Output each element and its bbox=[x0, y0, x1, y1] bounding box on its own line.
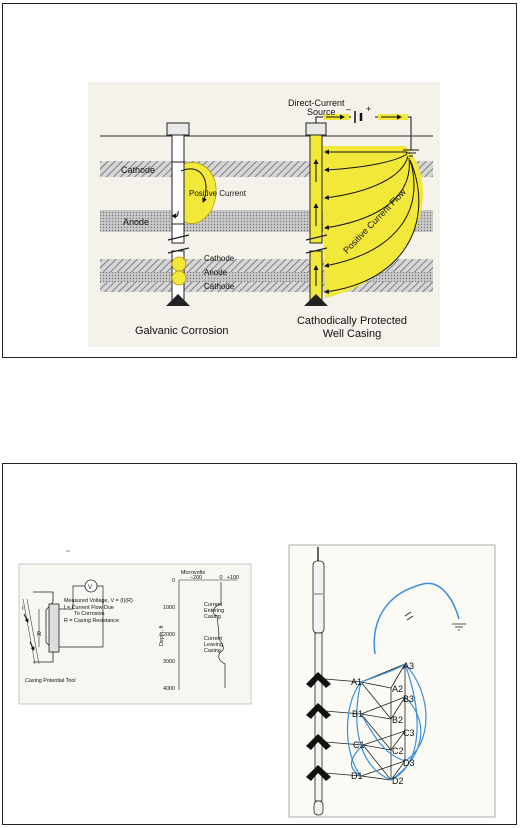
y-axis-label: Depth, ft bbox=[159, 625, 165, 646]
cathodic-protection-diagram bbox=[3, 4, 518, 359]
electrode-a3: A3 bbox=[403, 661, 415, 671]
label-positive-current-flow: Positive Current Flow bbox=[341, 186, 408, 256]
label-dc-source-2: Source bbox=[307, 107, 336, 117]
electrode-b3: B3 bbox=[403, 694, 415, 704]
label-cathode: Cathode bbox=[121, 165, 156, 175]
caption-protected-2: Well Casing bbox=[322, 328, 382, 340]
x-tick-0: –200 bbox=[190, 575, 202, 581]
voltmeter-label: V bbox=[88, 585, 93, 591]
electrode-c3: C3 bbox=[403, 728, 415, 738]
axis-title-microvolts: Microvolts bbox=[180, 570, 206, 576]
r-definition: R = Casing Resistance bbox=[64, 618, 119, 624]
left-wellhead bbox=[167, 123, 189, 135]
stratum-lower-anode bbox=[100, 272, 433, 282]
i-definition-1: I = Current Flow Due bbox=[64, 605, 114, 611]
leaving-text-1: Current bbox=[204, 636, 222, 642]
electrode-d1: D1 bbox=[351, 771, 363, 781]
leaving-text-3: Casing bbox=[204, 648, 221, 654]
x-tick-1: 0 bbox=[219, 575, 223, 581]
casing-potential-tool-label: Casing Potential Tool bbox=[25, 678, 76, 684]
i-label: I bbox=[22, 606, 24, 612]
measured-voltage-text: Measured Voltage, V = (I)(R) bbox=[64, 598, 133, 604]
y-tick-2: 2000 bbox=[163, 632, 175, 638]
caption-galvanic-corrosion: Galvanic Corrosion bbox=[135, 325, 229, 337]
y-tick-3: 3000 bbox=[163, 659, 175, 665]
label-positive-current: Positive Current bbox=[189, 189, 246, 198]
label-anode: Anode bbox=[123, 217, 150, 227]
slide-galvanic-corrosion bbox=[2, 3, 517, 358]
y-tick-1: 1000 bbox=[163, 605, 175, 611]
electrode-a1: A1 bbox=[351, 677, 363, 687]
electrode-c2: C2 bbox=[392, 746, 404, 756]
slide-casing-potential bbox=[2, 463, 517, 825]
entering-text-1: Current bbox=[204, 602, 222, 608]
casing-potential-figures bbox=[3, 464, 518, 826]
label-lower-cathode-2: Cathode bbox=[204, 282, 235, 291]
electrode-a2: A2 bbox=[392, 684, 404, 694]
label-lower-anode: Anode bbox=[204, 268, 228, 277]
caption-protected-1: Cathodically Protected bbox=[296, 315, 408, 327]
electrode-d2: D2 bbox=[392, 776, 404, 786]
label-lower-cathode: Cathode bbox=[204, 254, 235, 263]
electrode-c1: C1 bbox=[353, 740, 365, 750]
y-tick-4: 4000 bbox=[163, 686, 175, 692]
i-definition-2: To Corrosion bbox=[74, 611, 105, 617]
stratum-lower-cathode-2 bbox=[100, 282, 433, 292]
electrode-d3: D3 bbox=[403, 758, 415, 768]
right-casing-upper bbox=[310, 135, 322, 243]
corrosion-cell-2 bbox=[172, 271, 186, 285]
electrode-b1: B1 bbox=[352, 709, 364, 719]
y-tick-0: 0 bbox=[172, 578, 175, 584]
right-wellhead bbox=[306, 123, 326, 135]
label-minus: – bbox=[346, 104, 352, 114]
label-plus: + bbox=[366, 104, 372, 114]
x-tick-2: +100 bbox=[226, 575, 240, 581]
casing-tool-electrodes bbox=[49, 604, 59, 652]
entering-text-2: Entering bbox=[204, 608, 225, 614]
r-label: R bbox=[37, 632, 42, 638]
label-dc-source-1: Direct-Current bbox=[288, 98, 345, 108]
corrosion-cell-1 bbox=[172, 257, 186, 271]
leaving-text-2: Leaving bbox=[204, 642, 223, 648]
tool-nose bbox=[314, 801, 323, 815]
electrode-b2: B2 bbox=[392, 715, 404, 725]
tool-cartridge bbox=[313, 561, 324, 633]
entering-text-3: Casing bbox=[204, 614, 221, 620]
